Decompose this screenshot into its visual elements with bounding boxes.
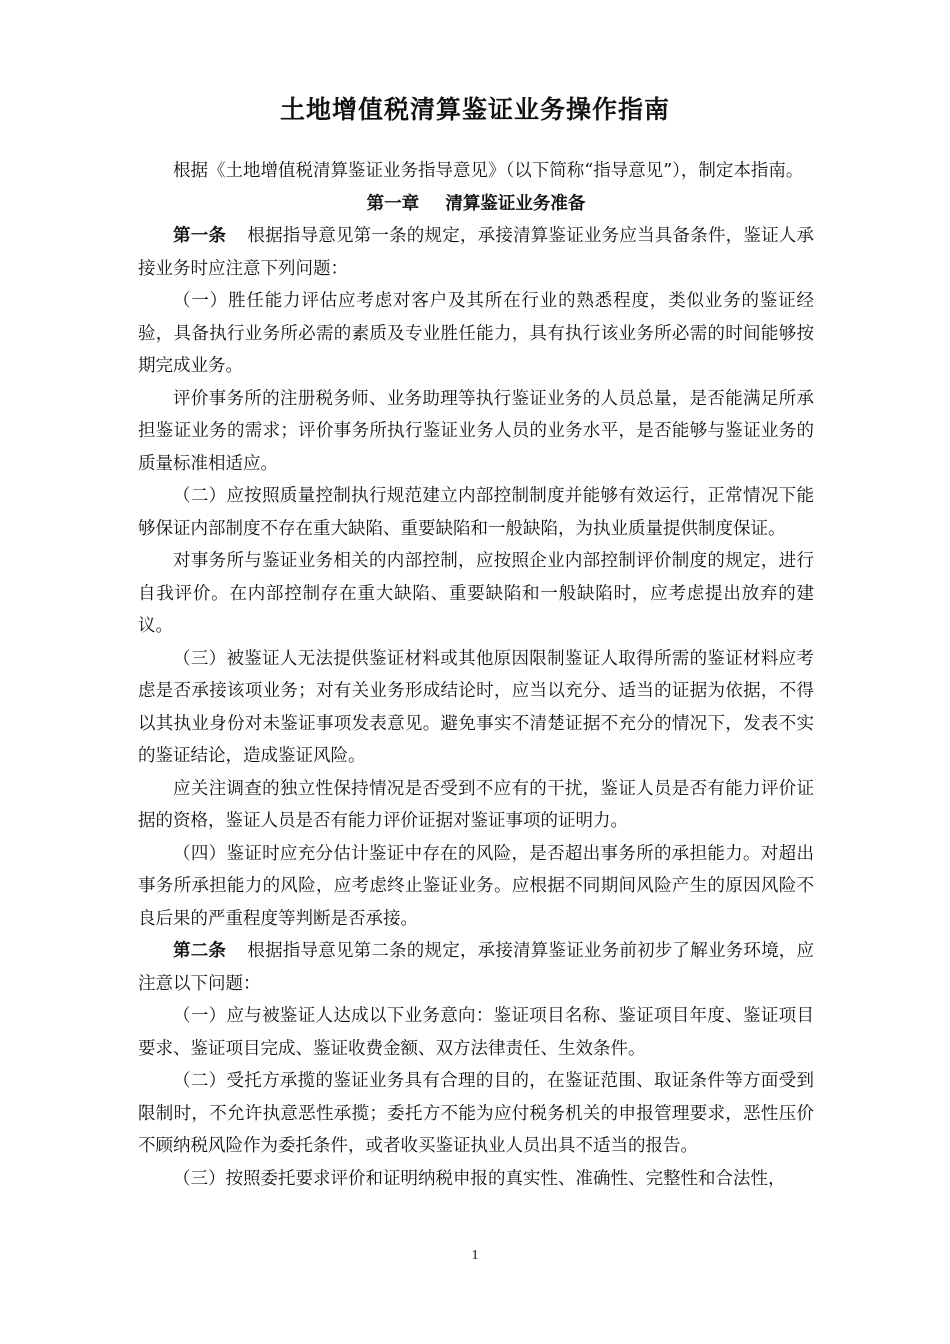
paragraph-7: （四）鉴证时应充分估计鉴证中存在的风险，是否超出事务所的承担能力。对超出事务所承担能力的风险，应考虑终止鉴证业务。应根据不同期间风险产生的原因风险不良后果的严重程度等判断是否承接。	[138, 843, 814, 929]
paragraph-1: （一）胜任能力评估应考虑对客户及其所在行业的熟悉程度，类似业务的鉴证经验，具备执行业务所必需的素质及专业胜任能力，具有执行该业务所必需的时间能够按期完成业务。	[138, 291, 814, 376]
document-body	[138, 155, 814, 1195]
article-2	[138, 935, 814, 1000]
chapter-name: 清算鉴证业务准备	[445, 193, 586, 214]
paragraph-8: （一）应与被鉴证人达成以下业务意向：鉴证项目名称、鉴证项目年度、鉴证项目要求、鉴证项目完成、鉴证收费金额、双方法律责任、生效条件。	[138, 1006, 814, 1059]
chapter-heading	[138, 188, 814, 221]
article-1-label: 第一条	[173, 226, 227, 246]
paragraph-5: （三）被鉴证人无法提供鉴证材料或其他原因限制鉴证人取得所需的鉴证材料应考虑是否承接该项业务；对有关业务形成结论时，应当以充分、适当的证据为依据，不得以其执业身份对未鉴证事项发表意见。避免事实不清楚证据不充分的情况下，发表不实的鉴证结论，造成鉴证风险。	[138, 648, 814, 766]
paragraph-3: （二）应按照质量控制执行规范建立内部控制制度并能够有效运行，正常情况下能够保证内部制度不存在重大缺陷、重要缺陷和一般缺陷，为执业质量提供制度保证。	[138, 486, 814, 539]
article-1-text: 根据指导意见第一条的规定，承接清算鉴证业务应当具备条件，鉴证人承接业务时应注意下列问题：	[138, 226, 815, 279]
article-1	[138, 220, 814, 285]
paragraph-2: 评价事务所的注册税务师、业务助理等执行鉴证业务的人员总量，是否能满足所承担鉴证业务的需求；评价事务所执行鉴证业务人员的业务水平，是否能够与鉴证业务的质量标准相适应。	[138, 388, 814, 474]
paragraph-6: 应关注调查的独立性保持情况是否受到不应有的干扰，鉴证人员是否有能力评价证据的资格，鉴证人员是否有能力评价证据对鉴证事项的证明力。	[138, 778, 814, 831]
page-number: 1	[471, 1248, 479, 1263]
document-title: 土地增值税清算鉴证业务操作指南	[279, 95, 670, 124]
article-2-text: 根据指导意见第二条的规定，承接清算鉴证业务前初步了解业务环境，应注意以下问题：	[138, 941, 815, 994]
paragraph-4: 对事务所与鉴证业务相关的内部控制，应按照企业内部控制评价制度的规定，进行自我评价。在内部控制存在重大缺陷、重要缺陷和一般缺陷时，应考虑提出放弃的建议。	[138, 551, 814, 636]
paragraph-10: （三）按照委托要求评价和证明纳税申报的真实性、准确性、完整性和合法性，	[173, 1168, 786, 1189]
article-2-label: 第二条	[173, 941, 227, 961]
chapter-number: 第一章	[366, 193, 420, 214]
intro-paragraph: 根据《土地增值税清算鉴证业务指导意见》（以下简称“指导意见”），制定本指南。	[173, 161, 804, 181]
paragraph-9: （二）受托方承揽的鉴证业务具有合理的目的，在鉴证范围、取证条件等方面受到限制时，不允许执意恶性承揽；委托方不能为应付税务机关的申报管理要求，恶性压价不顾纳税风险作为委托条件，或者收买鉴证执业人员出具不适当的报告。	[138, 1071, 814, 1156]
